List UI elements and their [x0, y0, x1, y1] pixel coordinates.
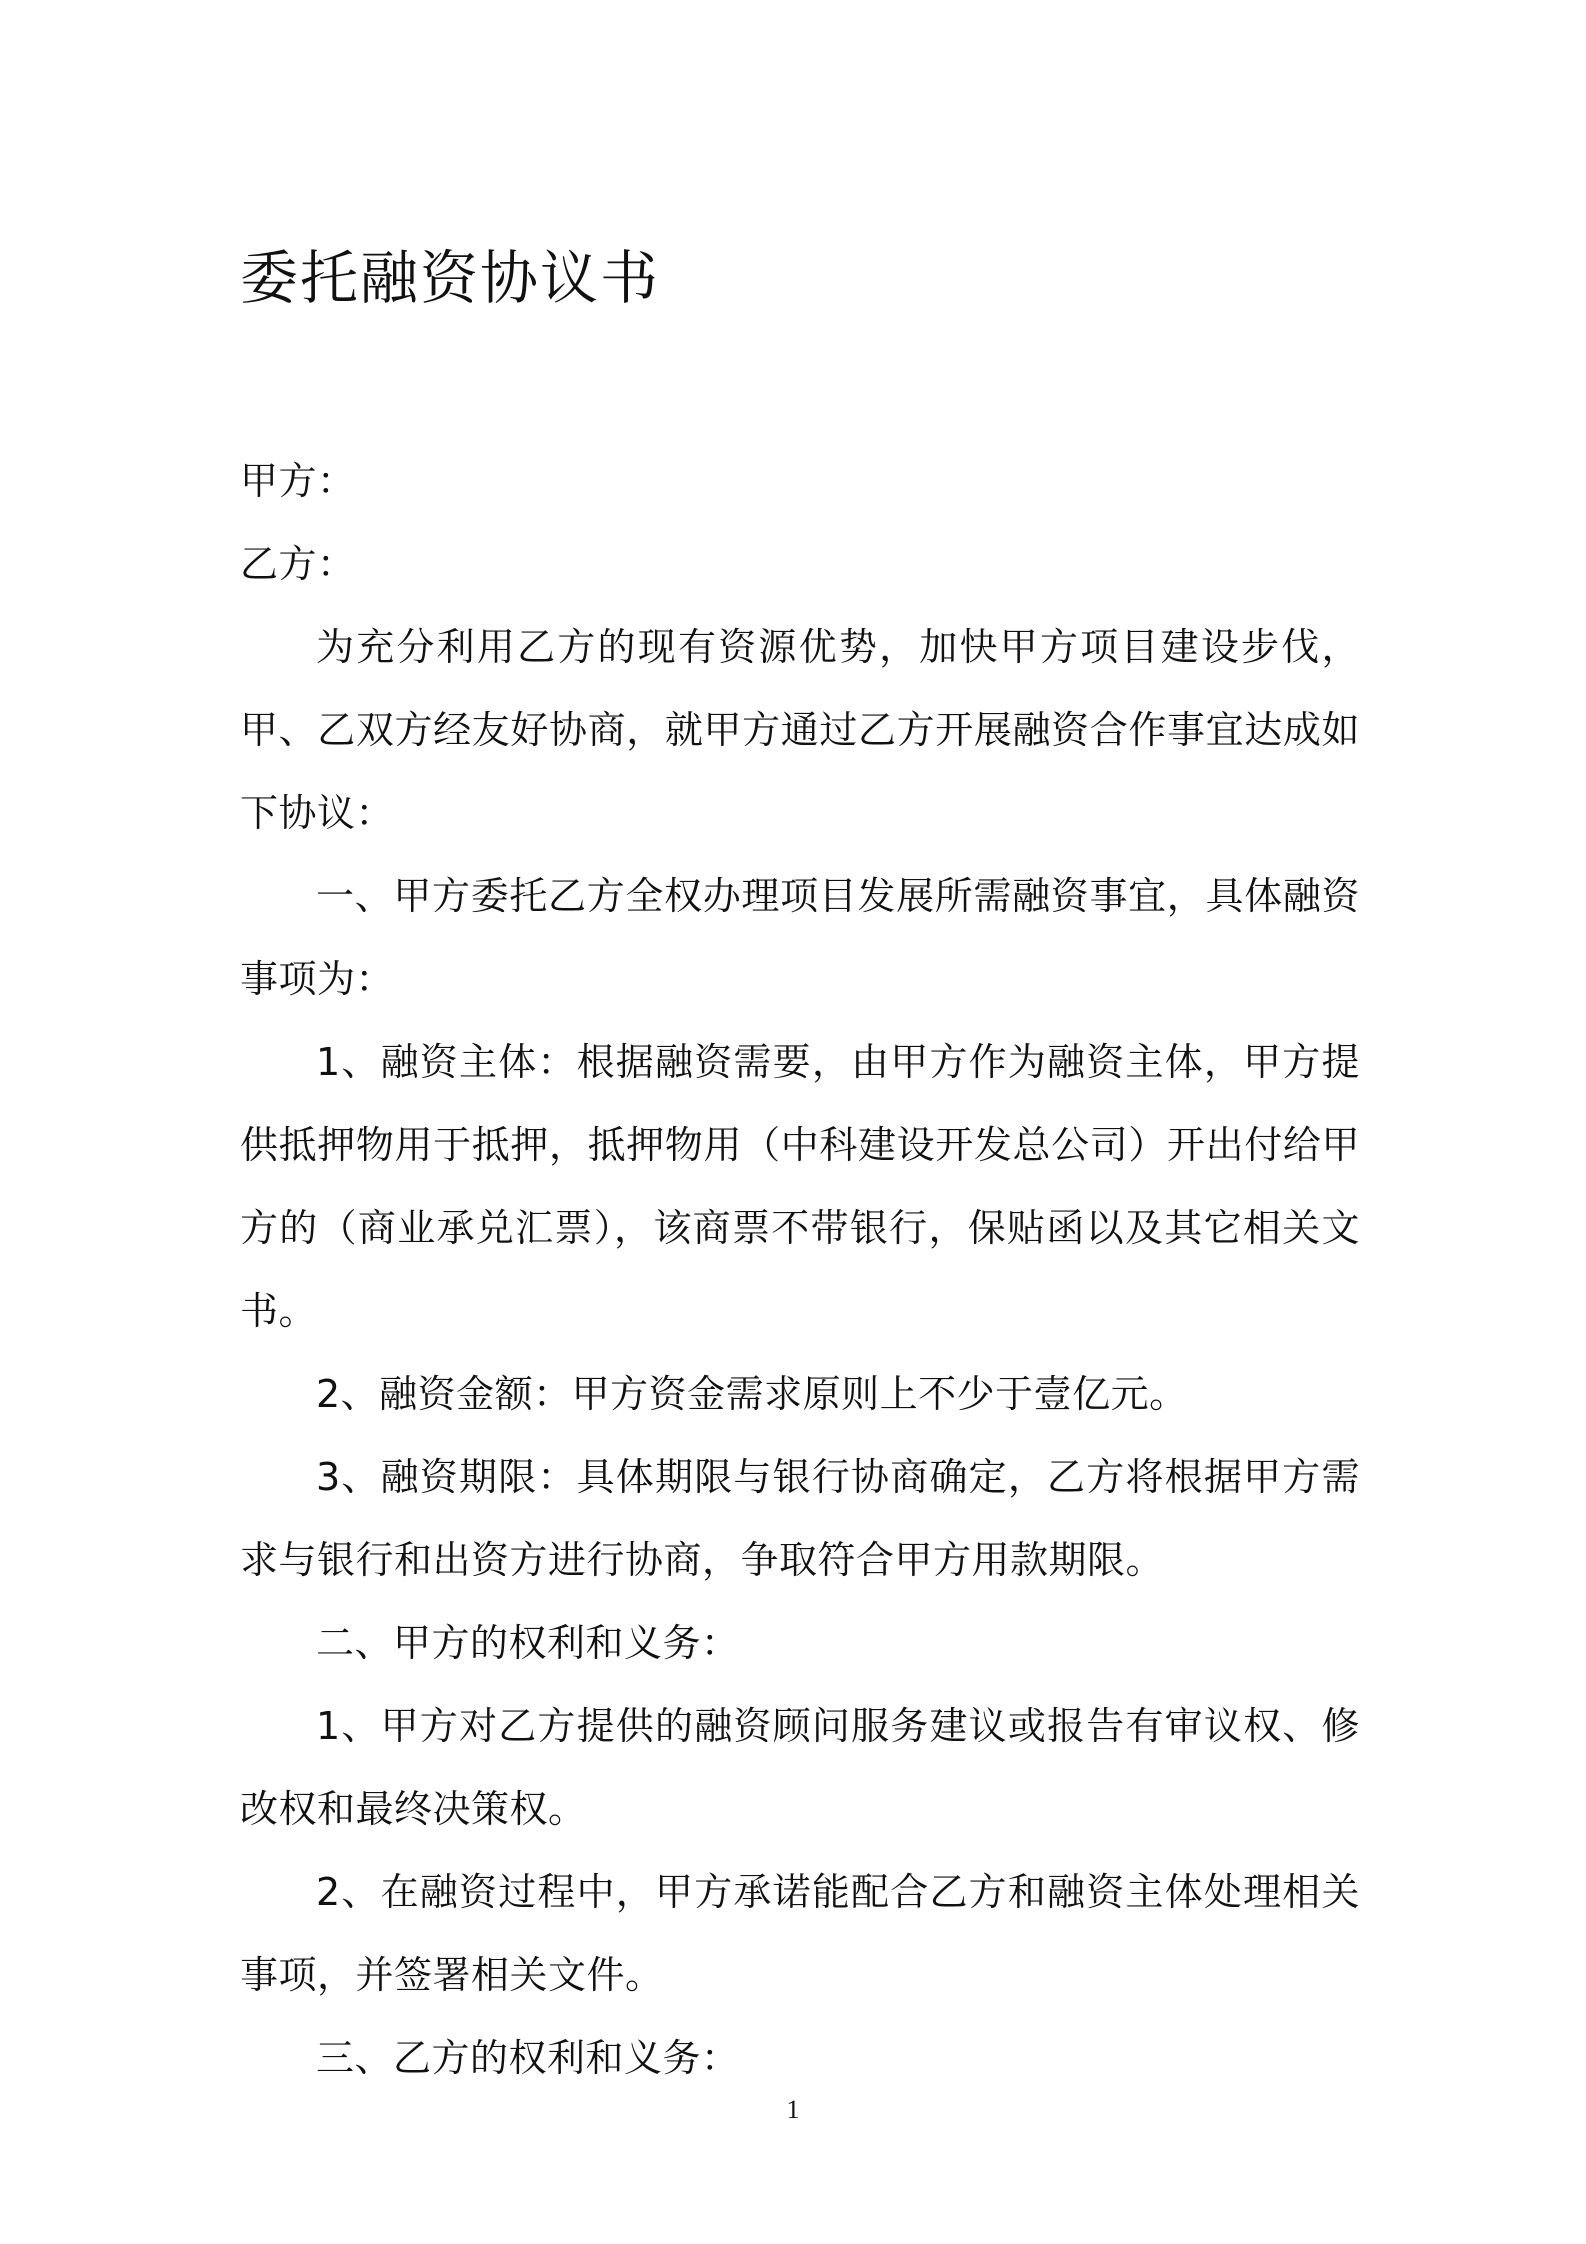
page-number: 1	[786, 2095, 800, 2124]
document-title: 委托融资协议书	[240, 244, 661, 312]
clause-1-2: 2、融资金额：甲方资金需求原则上不少于壹亿元。	[316, 1372, 1188, 1416]
party-b-label: 乙方：	[240, 542, 356, 586]
party-a-label: 甲方：	[240, 459, 356, 503]
clause-1-3: 3、融资期限：具体期限与银行协商确定，乙方将根据甲方需求与银行和出资方进行协商，争取符合甲方用款期限。	[240, 1455, 1360, 1582]
intro-paragraph: 为充分利用乙方的现有资源优势，加快甲方项目建设步伐，甲、乙双方经友好协商，就甲方通过乙方开展融资合作事宜达成如下协议：	[240, 625, 1360, 835]
section-2-heading: 二、甲方的权利和义务：	[316, 1621, 740, 1665]
clause-2-2: 2、在融资过程中，甲方承诺能配合乙方和融资主体处理相关事项，并签署相关文件。	[240, 1870, 1360, 1997]
clause-2-1: 1、甲方对乙方提供的融资顾问服务建议或报告有审议权、修改权和最终决策权。	[240, 1704, 1360, 1831]
section-3-heading: 三、乙方的权利和义务：	[316, 2036, 740, 2080]
section-1-heading: 一、甲方委托乙方全权办理项目发展所需融资事宜，具体融资事项为：	[240, 874, 1360, 1001]
document-body	[240, 440, 1360, 2100]
clause-1-1: 1、融资主体：根据融资需要，由甲方作为融资主体，甲方提供抵押物用于抵押，抵押物用（中科建设开发总公司）开出付给甲方的（商业承兑汇票），该商票不带银行，保贴函以及其它相关文书。	[240, 1040, 1360, 1333]
